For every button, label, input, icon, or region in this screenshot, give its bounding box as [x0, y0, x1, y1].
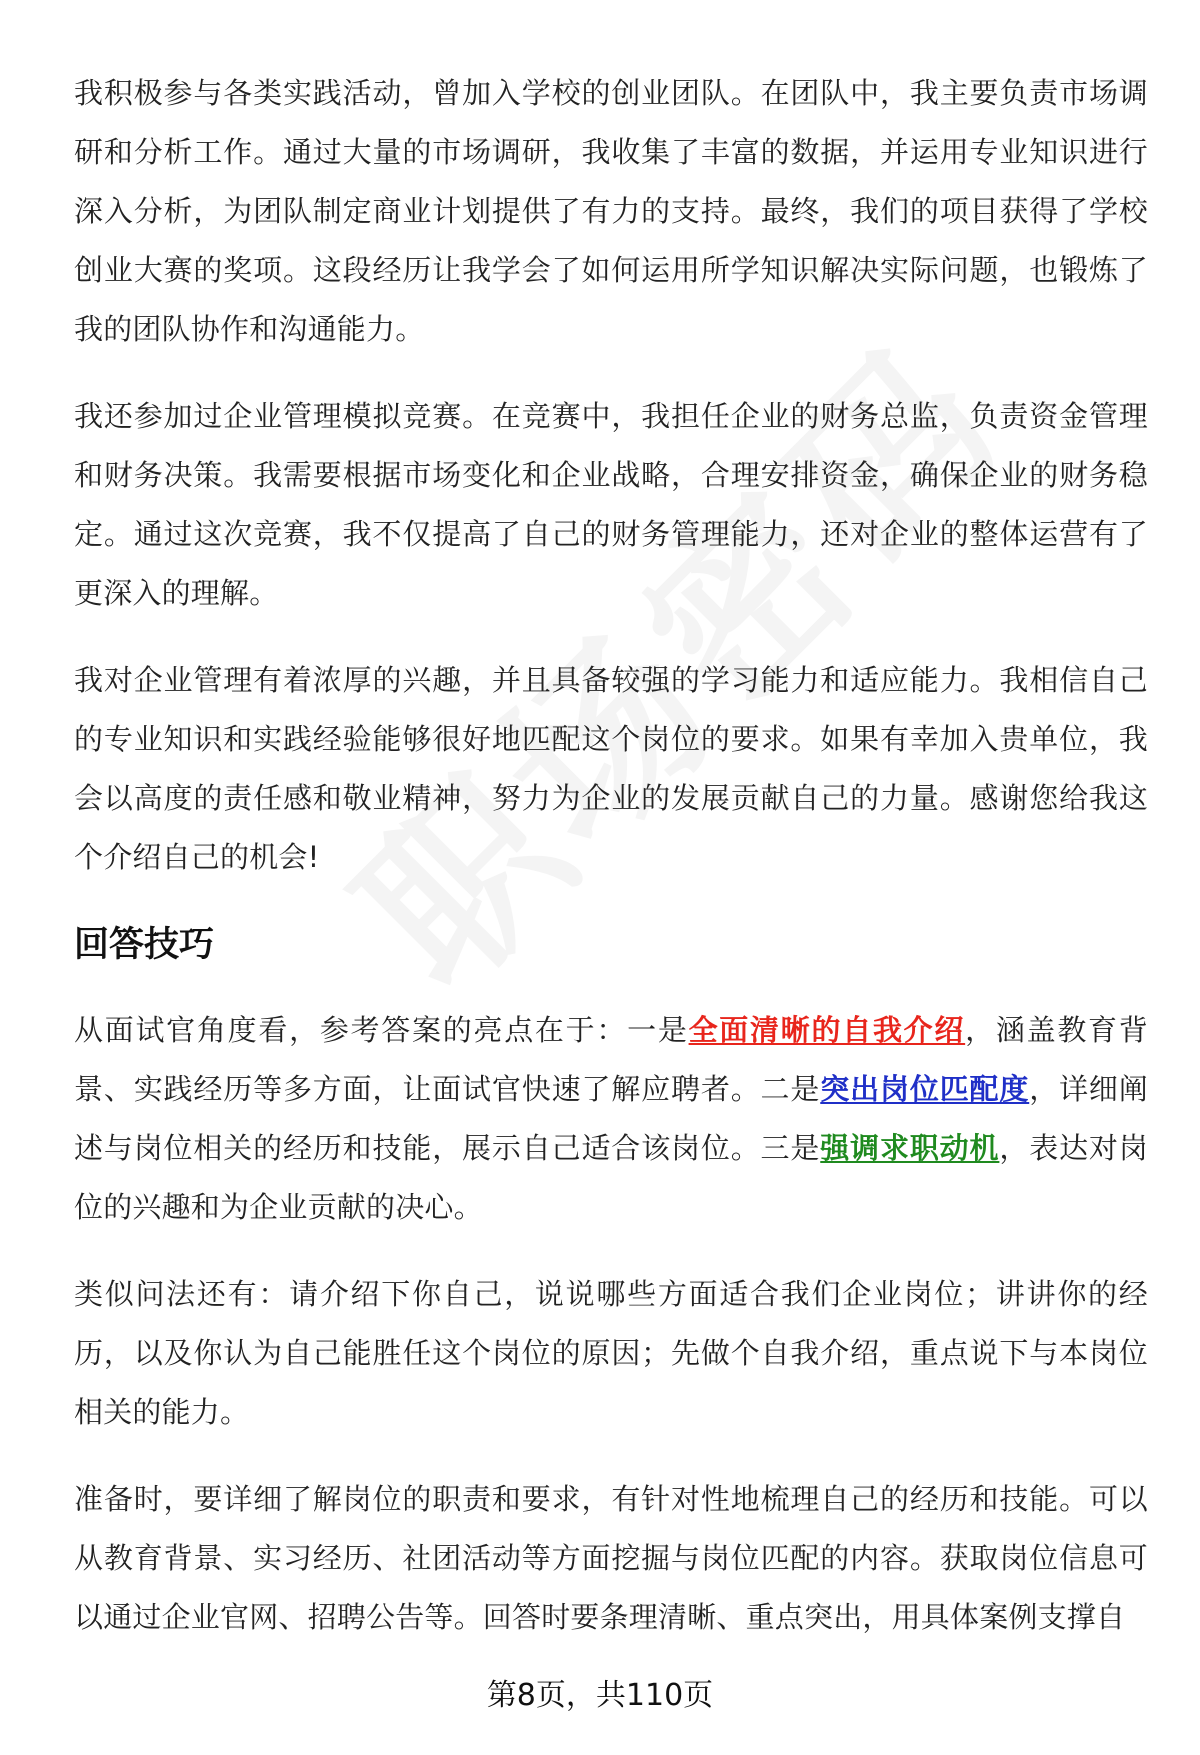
- preparation-paragraph: 准备时，要详细了解岗位的职责和要求，有针对性地梳理自己的经历和技能。可以从教育背景、实习经历、社团活动等方面挖掘与岗位匹配的内容。获取岗位信息可以通过企业官网、招聘公告等。回答时要条理清晰、重点突出，用具体案例支撑自: [74, 1482, 1148, 1634]
- answer-paragraph-3: 我对企业管理有着浓厚的兴趣，并且具备较强的学习能力和适应能力。我相信自己的专业知识和实践经验能够很好地匹配这个岗位的要求。如果有幸加入贵单位，我会以高度的责任感和敬业精神，努力为企业的发展贡献自己的力量。感谢您给我这个介绍自己的机会!: [74, 663, 1148, 874]
- answer-paragraph-1: 我积极参与各类实践活动，曾加入学校的创业团队。在团队中，我主要负责市场调研和分析工作。通过大量的市场调研，我收集了丰富的数据，并运用专业知识进行深入分析，为团队制定商业计划提供了有力的支持。最终，我们的项目获得了学校创业大赛的奖项。这段经历让我学会了如何运用所学知识解决实际问题，也锻炼了我的团队协作和沟通能力。: [74, 76, 1148, 346]
- tips-text-4: ，表达对岗位的兴趣和为企业贡献的决心。: [74, 1131, 1148, 1224]
- highlight-self-intro: 全面清晰的自我介绍: [688, 1013, 966, 1047]
- document-body: [74, 64, 1148, 1675]
- section-title-answer-tips: 回答技巧: [74, 925, 215, 965]
- similar-questions-paragraph: 类似问法还有：请介绍下你自己，说说哪些方面适合我们企业岗位；讲讲你的经历，以及你认为自己能胜任这个岗位的原因；先做个自我介绍，重点说下与本岗位相关的能力。: [74, 1277, 1148, 1429]
- page-number-footer: 第8页，共110页: [486, 1678, 714, 1713]
- highlight-job-match: 突出岗位匹配度: [820, 1072, 1030, 1106]
- tips-text-1: 从面试官角度看，参考答案的亮点在于：一是: [74, 1013, 689, 1047]
- answer-paragraph-2: 我还参加过企业管理模拟竞赛。在竞赛中，我担任企业的财务总监，负责资金管理和财务决策。我需要根据市场变化和企业战略，合理安排资金，确保企业的财务稳定。通过这次竞赛，我不仅提高了自己的财务管理能力，还对企业的整体运营有了更深入的理解。: [74, 399, 1148, 610]
- tips-text-2: ，涵盖教育背景、实践经历等多方面，让面试官快速了解应聘者。二是: [74, 1013, 1148, 1106]
- tips-paragraph: [74, 1001, 1148, 1237]
- highlight-motivation: 强调求职动机: [820, 1131, 1000, 1165]
- tips-text-3: ，详细阐述与岗位相关的经历和技能，展示自己适合该岗位。三是: [74, 1072, 1148, 1165]
